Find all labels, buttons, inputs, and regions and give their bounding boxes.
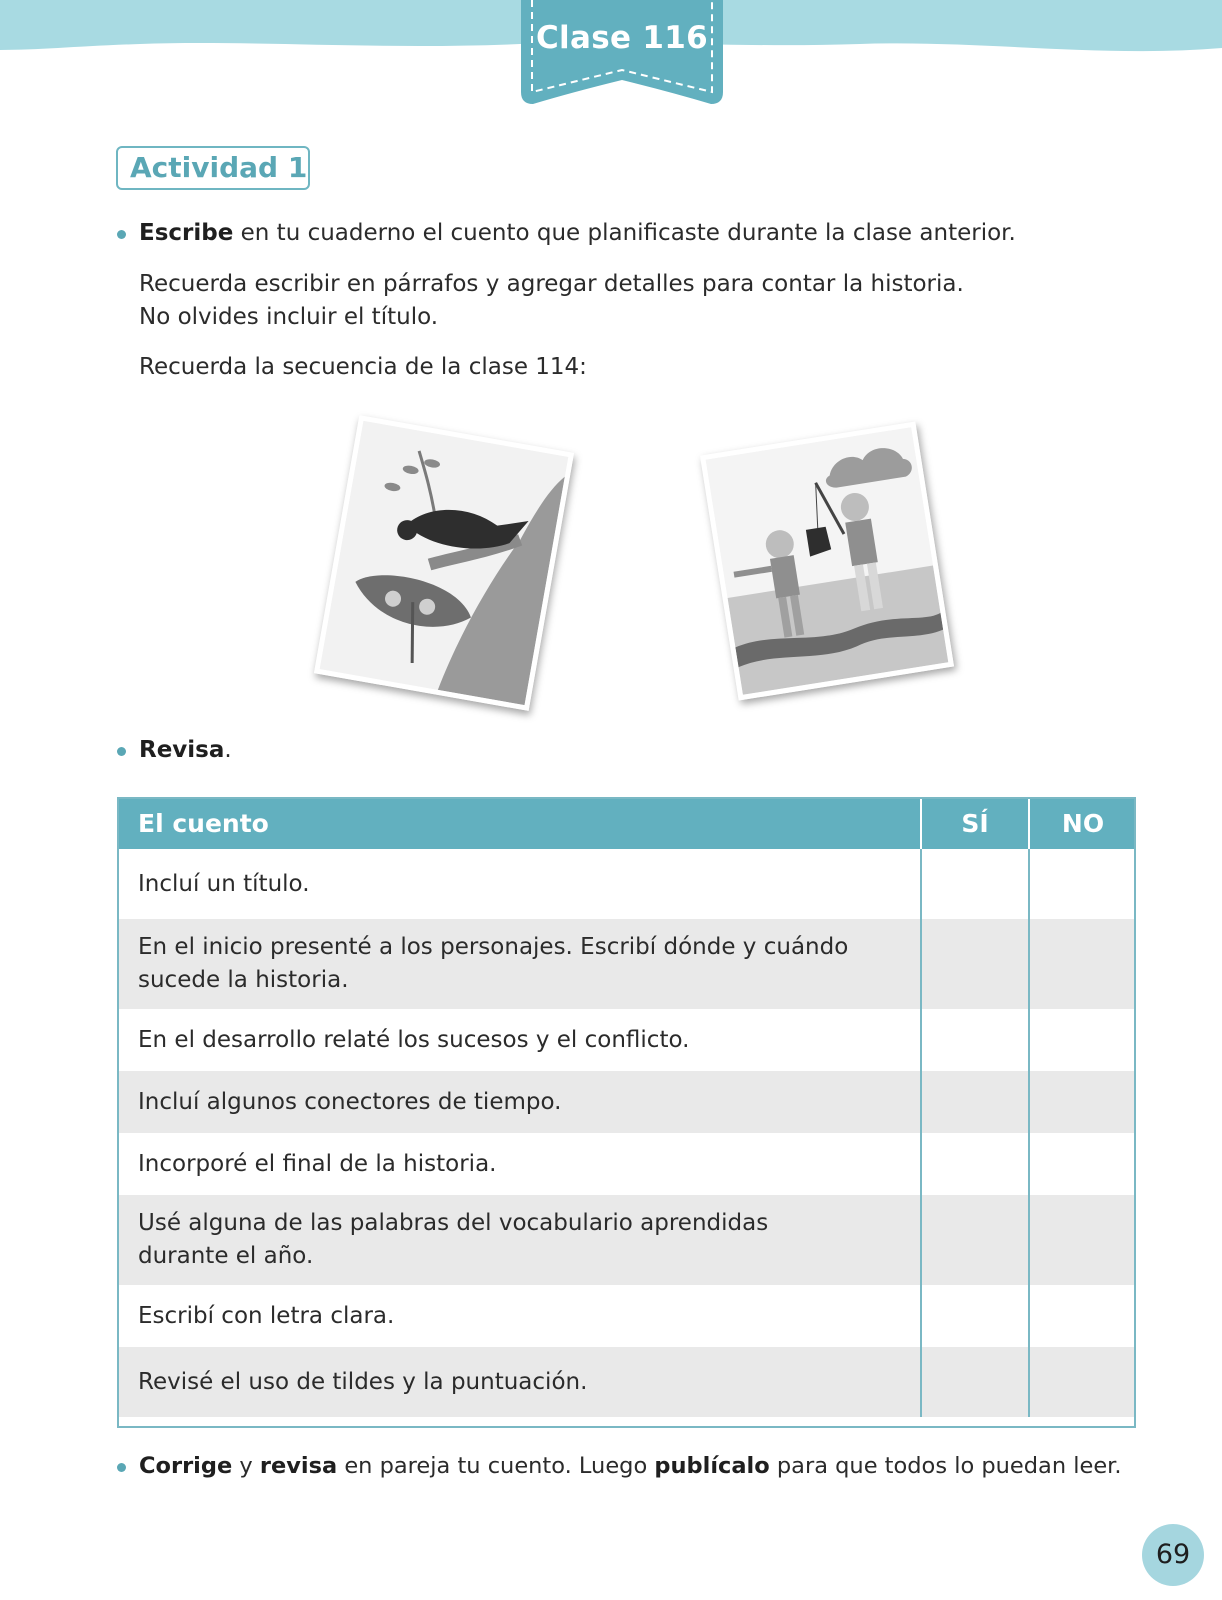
header-yes: SÍ <box>921 797 1029 849</box>
yes-checkbox[interactable] <box>921 1347 1029 1417</box>
no-checkbox[interactable] <box>1029 849 1136 919</box>
final-text-2: en pareja tu cuento. Luego <box>337 1453 655 1479</box>
no-checkbox[interactable] <box>1029 1009 1136 1071</box>
checklist-row <box>117 1285 1136 1347</box>
yes-checkbox[interactable] <box>921 1285 1029 1347</box>
final-bold-publicalo: publícalo <box>654 1453 770 1479</box>
instruction-reminder-line2: No olvides incluir el título. <box>139 304 439 330</box>
revisa-bold: Revisa <box>139 737 225 763</box>
yes-checkbox[interactable] <box>921 1071 1029 1133</box>
revisa-punct: . <box>224 737 232 763</box>
instruction-write-text: en tu cuaderno el cuento que planificaste durante la clase anterior. <box>233 220 1016 246</box>
checklist-item: Revisé el uso de tildes y la puntuación. <box>117 1347 921 1417</box>
checklist-item: Incluí un título. <box>117 849 921 919</box>
illustration-bird-umbrella <box>314 415 574 711</box>
no-checkbox[interactable] <box>1029 1133 1136 1195</box>
checklist-item: En el inicio presenté a los personajes. Escribí dónde y cuándo sucede la historia. <box>117 919 921 1009</box>
final-text-3: para que todos lo puedan leer. <box>769 1453 1122 1479</box>
final-instruction <box>139 1450 1219 1483</box>
bullet-icon <box>117 747 126 756</box>
page-number: 69 <box>1142 1524 1204 1586</box>
class-title: Clase 116 <box>536 20 708 56</box>
bird-on-tree-with-umbrella-illustration <box>320 421 569 705</box>
no-checkbox[interactable] <box>1029 919 1136 1009</box>
two-children-fishing-boot-illustration <box>706 427 949 695</box>
instruction-reminder-line1: Recuerda escribir en párrafos y agregar detalles para contar la historia. <box>139 271 964 297</box>
final-bold-corrige: Corrige <box>139 1453 233 1479</box>
checklist-table <box>117 797 1136 1417</box>
no-checkbox[interactable] <box>1029 1347 1136 1417</box>
checklist-row <box>117 1195 1136 1285</box>
bullet-icon <box>117 230 126 239</box>
instruction-write <box>139 217 1139 250</box>
checklist-item: Usé alguna de las palabras del vocabulario aprendidas durante el año. <box>117 1195 921 1285</box>
instruction-write-bold: Escribe <box>139 220 234 246</box>
checklist-header <box>117 797 1136 849</box>
no-checkbox[interactable] <box>1029 1285 1136 1347</box>
checklist-item: En el desarrollo relaté los sucesos y el conflicto. <box>117 1009 921 1071</box>
class-tab <box>521 0 723 112</box>
checklist-row <box>117 1009 1136 1071</box>
checklist-item: Incorporé el final de la historia. <box>117 1133 921 1195</box>
header-item: El cuento <box>117 797 921 849</box>
yes-checkbox[interactable] <box>921 1009 1029 1071</box>
yes-checkbox[interactable] <box>921 1133 1029 1195</box>
bullet-icon <box>117 1463 126 1472</box>
checklist-item: Incluí algunos conectores de tiempo. <box>117 1071 921 1133</box>
checklist-row <box>117 1347 1136 1417</box>
illustration-children-fishing <box>700 421 954 700</box>
checklist-row <box>117 1071 1136 1133</box>
final-text-1: y <box>232 1453 260 1479</box>
final-bold-revisa: revisa <box>259 1453 338 1479</box>
checklist-row <box>117 1133 1136 1195</box>
instruction-reminder <box>139 268 1139 334</box>
checklist-row <box>117 849 1136 919</box>
yes-checkbox[interactable] <box>921 849 1029 919</box>
checklist-item: Escribí con letra clara. <box>117 1285 921 1347</box>
activity-label: Actividad 1 <box>116 146 310 190</box>
revisa-line <box>139 734 1139 767</box>
yes-checkbox[interactable] <box>921 919 1029 1009</box>
header-no: NO <box>1029 797 1136 849</box>
checklist-row <box>117 919 1136 1009</box>
no-checkbox[interactable] <box>1029 1195 1136 1285</box>
instruction-sequence: Recuerda la secuencia de la clase 114: <box>139 354 587 380</box>
no-checkbox[interactable] <box>1029 1071 1136 1133</box>
yes-checkbox[interactable] <box>921 1195 1029 1285</box>
